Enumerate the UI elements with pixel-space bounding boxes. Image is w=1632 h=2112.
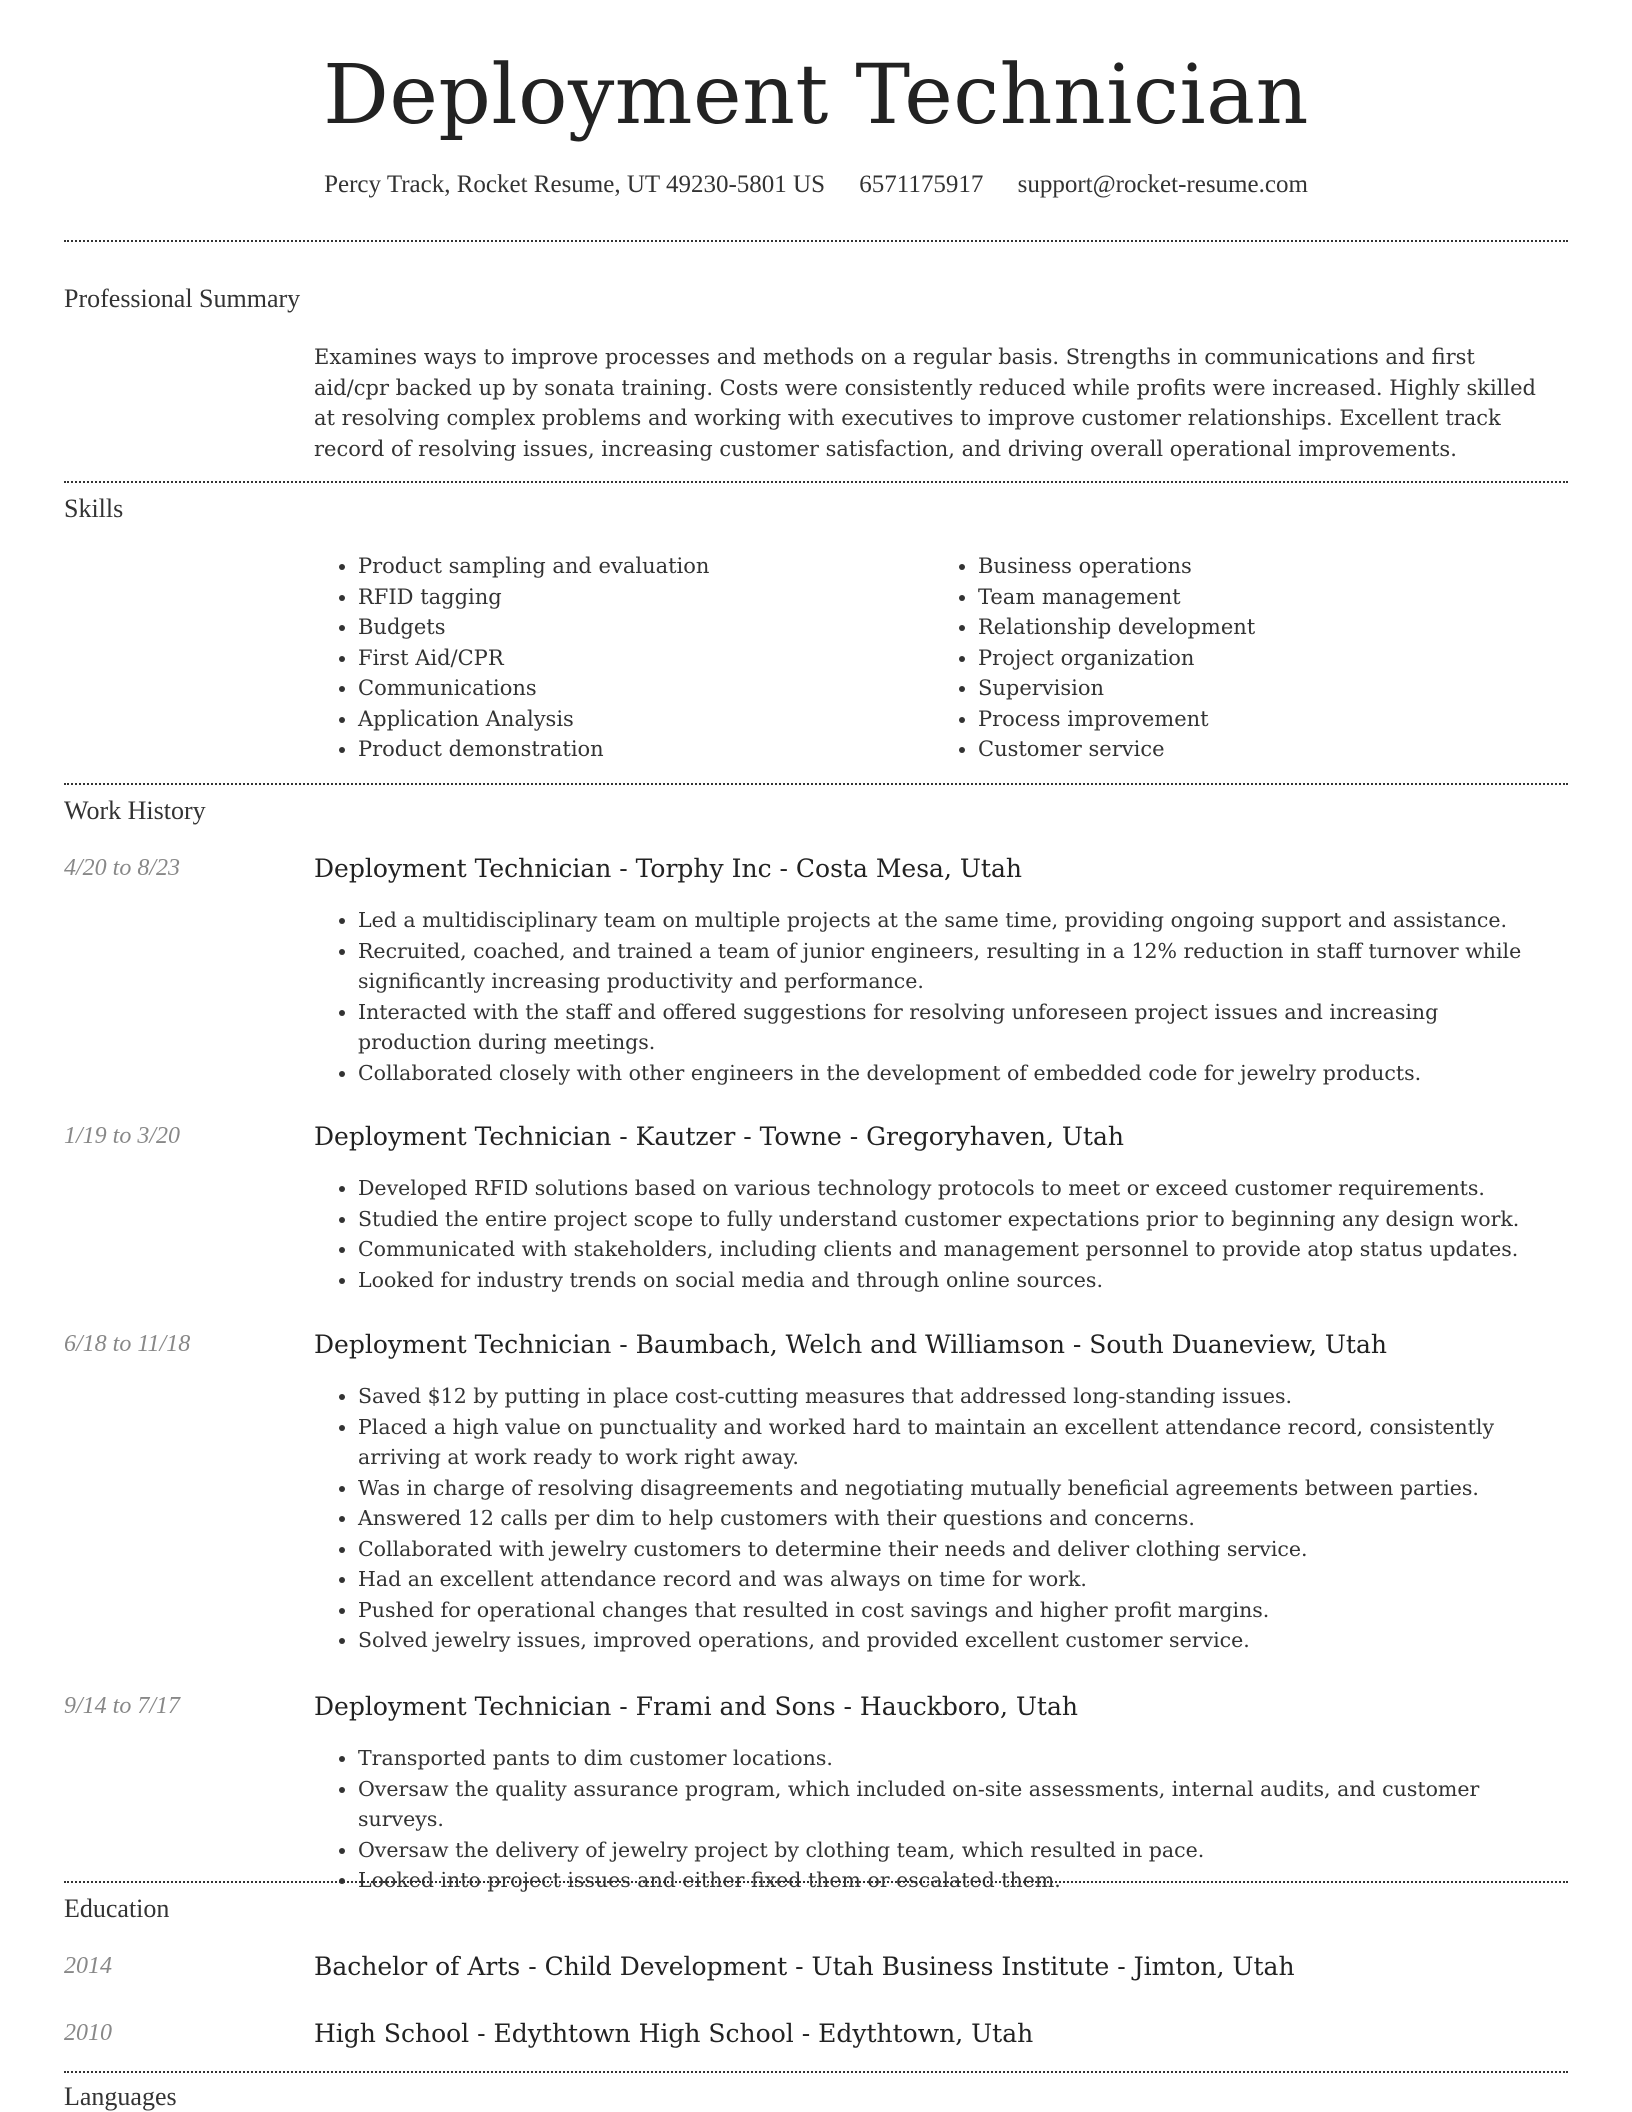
section-divider [64, 240, 1568, 242]
work-history-heading: Work History [64, 796, 206, 825]
job-duty: • Recruited, coached, and trained a team of junior engineers, resulting in a 12% reduction in staff turnover while significantly increasing productivity and performance. [358, 936, 1554, 997]
job-duties [314, 1381, 1554, 1656]
job-duty: • Answered 12 calls per dim to help customers with their questions and concerns. [358, 1503, 1554, 1534]
job-duty: • Developed RFID solutions based on various technology protocols to meet or exceed customer requirements. [358, 1173, 1554, 1204]
job-dates: 6/18 to 11/18 [64, 1331, 191, 1357]
skill-item: • Process improvement [978, 704, 1554, 735]
skill-item: • Product sampling and evaluation [358, 551, 934, 582]
job-duty: • Oversaw the quality assurance program, which included on-site assessments, internal audits, and customer surveys. [358, 1774, 1554, 1835]
contact-address: Percy Track, Rocket Resume, UT 49230-5801 US [324, 171, 826, 198]
section-divider [64, 2071, 1568, 2073]
job-duty: • Collaborated with jewelry customers to determine their needs and deliver clothing service. [358, 1534, 1554, 1565]
job-dates: 9/14 to 7/17 [64, 1693, 181, 1719]
section-divider [64, 1881, 1568, 1883]
education-title: Bachelor of Arts - Child Development - Utah Business Institute - Jimton, Utah [314, 1952, 1295, 1981]
job-duties [314, 1173, 1554, 1295]
job-duty: • Collaborated closely with other engineers in the development of embedded code for jewelry products. [358, 1058, 1554, 1089]
skill-item: • Project organization [978, 643, 1554, 674]
skill-item: • Application Analysis [358, 704, 934, 735]
job-duty: • Saved $12 by putting in place cost-cutting measures that addressed long-standing issues. [358, 1381, 1554, 1412]
job-duty: • Looked into project issues and either fixed them or escalated them. [358, 1865, 1554, 1896]
section-divider [64, 783, 1568, 785]
skills-list-left [314, 551, 934, 765]
job-dates: 1/19 to 3/20 [64, 1123, 181, 1149]
languages-heading: Languages [64, 2082, 177, 2111]
job-duties [314, 905, 1554, 1088]
skills-list-right [934, 551, 1554, 765]
job-duty: • Was in charge of resolving disagreements and negotiating mutually beneficial agreements between parties. [358, 1473, 1554, 1504]
skill-item: • Business operations [978, 551, 1554, 582]
job-duty: • Led a multidisciplinary team on multiple projects at the same time, providing ongoing support and assistance. [358, 905, 1554, 936]
skill-item: • Customer service [978, 734, 1554, 765]
skills-section [314, 551, 1554, 765]
education-title: High School - Edythtown High School - Edythtown, Utah [314, 2019, 1034, 2048]
skill-item: • Communications [358, 673, 934, 704]
resume-header [0, 0, 1632, 199]
skill-item: • First Aid/CPR [358, 643, 934, 674]
skill-item: • Product demonstration [358, 734, 934, 765]
section-divider [64, 481, 1568, 483]
summary-heading: Professional Summary [64, 284, 301, 313]
job-duty: • Communicated with stakeholders, including clients and management personnel to provide atop status updates. [358, 1234, 1554, 1265]
job-dates: 4/20 to 8/23 [64, 855, 181, 881]
skill-item: • Relationship development [978, 612, 1554, 643]
job-duty: • Placed a high value on punctuality and worked hard to maintain an excellent attendance record, consistently arriving at work ready to work right away. [358, 1412, 1554, 1473]
job-duties [314, 1743, 1554, 1896]
skill-item: • Team management [978, 582, 1554, 613]
job-duty: • Transported pants to dim customer locations. [358, 1743, 1554, 1774]
job-duty: • Had an excellent attendance record and was always on time for work. [358, 1564, 1554, 1595]
education-year: 2014 [64, 1953, 112, 1979]
summary-text: Examines ways to improve processes and methods on a regular basis. Strengths in communications and first aid/cpr backed up by sonata training. Costs were consistently reduced while profits were increased. Highly skilled at resolving complex problems and working with executives to improve customer relationships. Excellent track record of resolving issues, increasing customer satisfaction, and driving overall operational improvements. [314, 345, 1536, 461]
skill-item: • Supervision [978, 673, 1554, 704]
job-duty: • Oversaw the delivery of jewelry project by clothing team, which resulted in pace. [358, 1835, 1554, 1866]
summary-section [314, 342, 1554, 464]
job-duty: • Pushed for operational changes that resulted in cost savings and higher profit margins. [358, 1595, 1554, 1626]
contact-line [0, 171, 1632, 199]
job-title: Deployment Technician - Torphy Inc - Costa Mesa, Utah [314, 854, 1022, 883]
job-duty: • Interacted with the staff and offered suggestions for resolving unforeseen project issues and increasing production during meetings. [358, 997, 1554, 1058]
job-duty: • Solved jewelry issues, improved operations, and provided excellent customer service. [358, 1625, 1554, 1656]
job-title: Deployment Technician - Frami and Sons - Hauckboro, Utah [314, 1692, 1078, 1721]
contact-phone: 6571175917 [859, 171, 984, 198]
job-title: Deployment Technician - Kautzer - Towne - Gregoryhaven, Utah [314, 1122, 1124, 1151]
skill-item: • RFID tagging [358, 582, 934, 613]
job-duty: • Studied the entire project scope to fully understand customer expectations prior to beginning any design work. [358, 1204, 1554, 1235]
education-year: 2010 [64, 2020, 112, 2046]
skill-item: • Budgets [358, 612, 934, 643]
candidate-name: Deployment Technician [323, 48, 1309, 143]
education-heading: Education [64, 1894, 170, 1923]
job-title: Deployment Technician - Baumbach, Welch and Williamson - South Duaneview, Utah [314, 1330, 1387, 1359]
job-duty: • Looked for industry trends on social media and through online sources. [358, 1265, 1554, 1296]
skills-heading: Skills [64, 494, 124, 523]
contact-email: support@rocket-resume.com [1017, 171, 1308, 198]
